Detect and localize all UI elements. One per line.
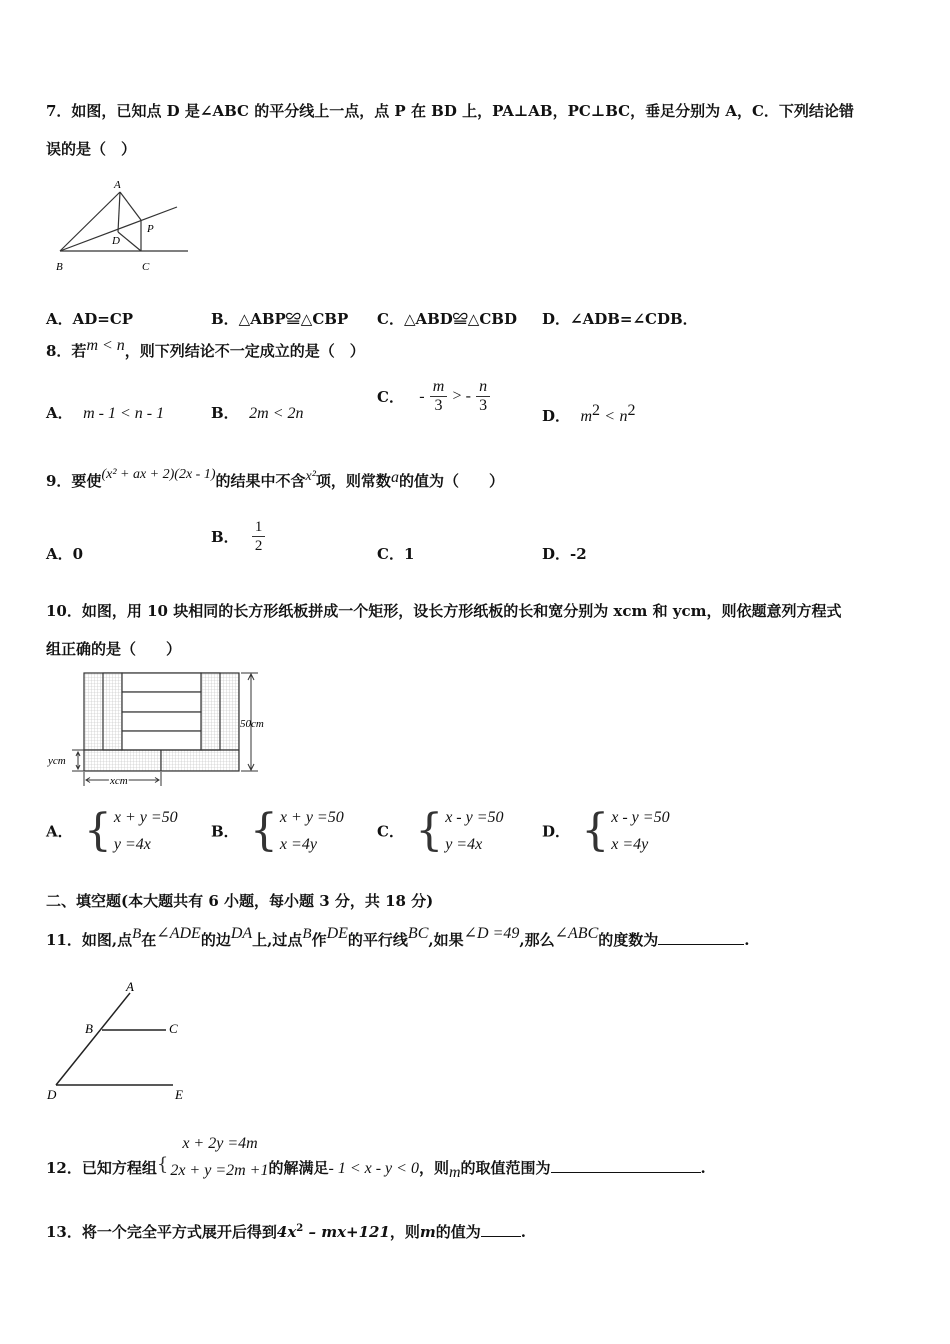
q8-option-a[interactable] (46, 402, 164, 423)
q8-option-a-label: A． (46, 404, 73, 422)
q8-option-a-expr: m - 1 < n - 1 (83, 405, 165, 422)
q10-option-c[interactable]: C． { x - y =50 y =4x (377, 805, 504, 856)
q8-prefix: 8．若 (46, 342, 87, 360)
q11-figure (40, 975, 210, 1105)
q9-expression: (x² + ax + 2)(2x - 1) (101, 467, 216, 482)
q11-stem: 11．如图,点B在∠ADE的边DA上,过点B作DE的平行线BC,如果∠D =49,那么∠ABC的度数为 . (46, 925, 750, 949)
q9-option-c[interactable]: C．1 (377, 545, 415, 563)
q7-option-a[interactable]: A．AD=CP (46, 310, 134, 328)
q10-stem-line2: 组正确的是（ ） (46, 640, 182, 658)
q10-figure (46, 668, 286, 790)
q8-stem (46, 337, 365, 363)
q8-option-b-label: B． (211, 404, 239, 422)
q12-eq2: 2x + y =2m +1 (170, 1162, 269, 1179)
q8-option-c-label: C． (377, 388, 404, 406)
q9-option-d[interactable]: D．-2 (542, 545, 587, 563)
q10-fig-label-x: xcm (110, 775, 128, 787)
q13-answer-blank[interactable] (481, 1220, 521, 1237)
q12-answer-blank[interactable] (551, 1156, 701, 1173)
q8-option-c-frac1: $\frac{m}{3}$ (430, 378, 448, 415)
q8-option-b[interactable] (211, 402, 304, 423)
q10-option-b[interactable]: B． { x + y =50 x =4y (211, 805, 344, 856)
q8-option-c-frac2: $\frac{n}{3}$ (476, 378, 490, 415)
q7-fig-label-c: C (142, 261, 150, 273)
q8-condition: m < n (86, 337, 125, 354)
q10-option-a[interactable]: A． { x + y =50 y =4x (46, 805, 178, 856)
q8-option-d-label: D． (542, 407, 571, 425)
q7-option-c[interactable]: C．△ABD≌△CBD (377, 310, 517, 328)
q11-fig-label-d: D (47, 1087, 57, 1102)
q7-fig-label-p: P (147, 223, 154, 235)
q7-stem-line2: 误的是（ ） (46, 140, 137, 158)
q7-fig-label-d: D (112, 235, 120, 247)
q7-figure (46, 172, 196, 277)
q11-answer-blank[interactable] (658, 928, 744, 945)
q13-stem: 13．将一个完全平方式展开后得到$4x^2 - mx+121$，则m的值为 . (46, 1218, 526, 1243)
q8-option-c[interactable]: C． - $\frac{m}{3}$ > - $\frac{n}{3}$ (377, 378, 490, 415)
q11-fig-label-e: E (175, 1087, 183, 1102)
section-heading-fill-in: 二、填空题(本大题共有 6 小题，每小题 3 分，共 18 分) (46, 892, 434, 910)
q8-option-b-expr: 2m < 2n (249, 405, 304, 422)
q10-fig-label-height: 50cm (240, 718, 264, 730)
q11-fig-label-c: C (169, 1021, 178, 1036)
q7-option-b[interactable]: B．△ABP≌△CBP (211, 310, 349, 328)
q9-option-a[interactable]: A．0 (46, 545, 84, 563)
q10-fig-label-y: ycm (48, 755, 66, 767)
q11-fig-label-b: B (85, 1021, 93, 1036)
q8-suffix: ，则下列结论不一定成立的是（ ） (124, 342, 365, 360)
q7-option-d[interactable]: D．∠ADB=∠CDB． (542, 310, 698, 328)
q10-stem-line1: 10．如图，用 10 块相同的长方形纸板拼成一个矩形，设长方形纸板的长和宽分别为 xcm 和 ycm，则依题意列方程式 (46, 602, 842, 620)
q12-eq1: x + 2y =4m (182, 1135, 258, 1152)
q7-fig-label-a: A (114, 179, 121, 191)
q9-option-b[interactable]: B． $\frac{1}{2}$ (211, 518, 265, 555)
q9-stem: 9．要使(x² + ax + 2)(2x - 1)的结果中不含x²项，则常数a的值为（ ） (46, 467, 504, 490)
q10-option-d[interactable]: D． { x - y =50 x =4y (542, 805, 670, 856)
q7-fig-label-b: B (56, 261, 63, 273)
q12-stem: 12．已知方程组 { x + 2y =4m 2x + y =2m +1 的解满足- 1 < x - y < 0，则m的取值范围为 . (46, 1130, 706, 1184)
q7-stem-line1: 7．如图，已知点 D 是∠ABC 的平分线上一点，点 P 在 BD 上，PA⊥AB，PC⊥BC，垂足分别为 A，C．下列结论错 (46, 102, 854, 120)
q8-option-d[interactable]: D． $m^2 < n^2$ (542, 402, 636, 425)
q9-option-b-frac: $\frac{1}{2}$ (252, 518, 266, 555)
q11-fig-label-a: A (126, 979, 134, 994)
